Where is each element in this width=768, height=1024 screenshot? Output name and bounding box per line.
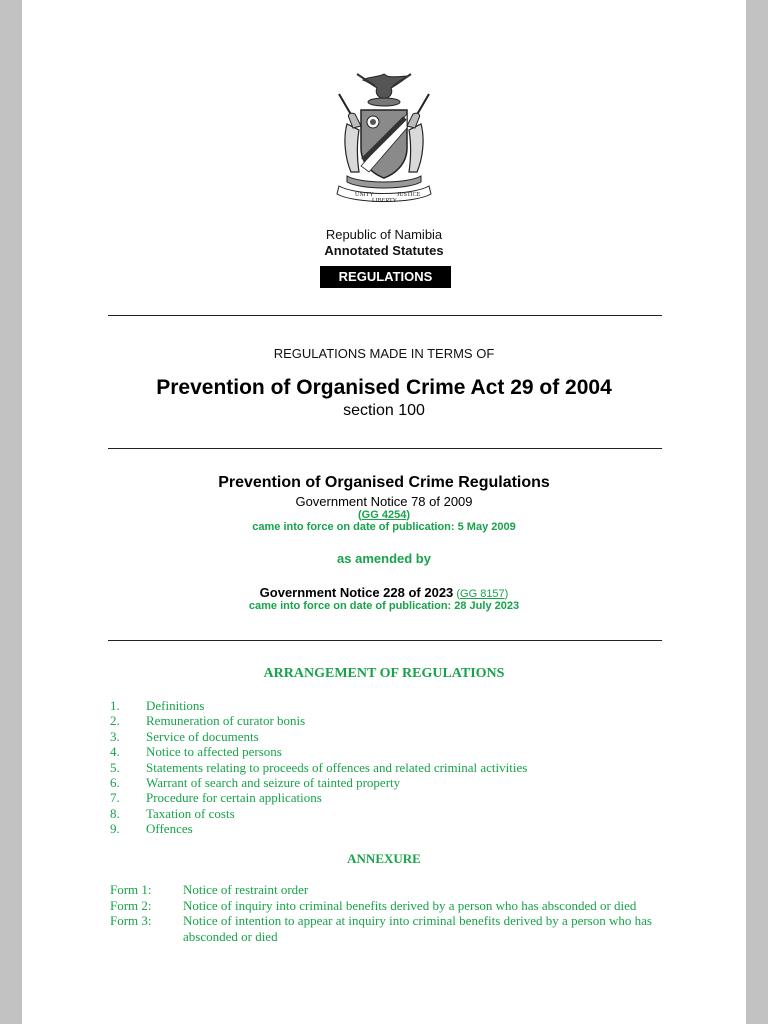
list-item[interactable]: 6. Warrant of search and seizure of tainted property bbox=[110, 774, 401, 790]
made-in-terms-label: REGULATIONS MADE IN TERMS OF bbox=[273, 346, 495, 361]
form-item[interactable]: Form 2: Notice of inquiry into criminal benefits derived by a person who has absconded or died bbox=[110, 897, 637, 913]
amended-by-label: as amended by bbox=[337, 551, 431, 566]
list-item[interactable]: 4. Notice to affected persons bbox=[110, 744, 282, 760]
act-section: section 100 bbox=[343, 402, 425, 419]
divider bbox=[108, 640, 662, 641]
document-page bbox=[22, 0, 746, 1024]
amendment-line: Government Notice 228 of 2023 (GG 8157) bbox=[259, 585, 509, 600]
svg-text:UNITY: UNITY bbox=[355, 192, 374, 198]
government-notice: Government Notice 78 of 2009 bbox=[295, 494, 473, 509]
list-item[interactable]: 2. Remuneration of curator bonis bbox=[110, 713, 306, 729]
arrangement-list bbox=[110, 698, 670, 837]
gazette-reference: (GG 4254) bbox=[358, 509, 410, 521]
divider bbox=[108, 315, 662, 316]
regulations-tag: REGULATIONS bbox=[320, 266, 451, 288]
namibia-coat-of-arms-icon bbox=[317, 68, 451, 208]
amendment-gazette-link[interactable]: GG 8157 bbox=[460, 588, 505, 600]
act-title: Prevention of Organised Crime Act 29 of 2004 bbox=[156, 376, 612, 399]
in-force-date: came into force on date of publication: 5 May 2009 bbox=[252, 521, 516, 533]
annexure-forms-list bbox=[110, 882, 670, 944]
amendment-notice: Government Notice 228 of 2023 bbox=[259, 585, 454, 600]
amendment-in-force-date: came into force on date of publication: 28 July 2023 bbox=[248, 600, 520, 612]
annexure-heading: ANNEXURE bbox=[347, 851, 421, 866]
country-name: Republic of Namibia bbox=[325, 227, 443, 242]
gazette-link[interactable]: GG 4254 bbox=[361, 509, 407, 521]
arrangement-heading: ARRANGEMENT OF REGULATIONS bbox=[263, 666, 505, 681]
list-item[interactable]: 9. Offences bbox=[110, 821, 193, 837]
svg-text:JUSTICE: JUSTICE bbox=[397, 192, 421, 198]
list-item[interactable]: 8. Taxation of costs bbox=[110, 805, 235, 821]
list-item[interactable]: 3. Service of documents bbox=[110, 728, 259, 744]
form-item[interactable]: Form 3: Notice of intention to appear at inquiry into criminal benefits derived by a person who has absconded or died bbox=[110, 913, 652, 944]
list-item[interactable]: 1. Definitions bbox=[110, 698, 205, 713]
series-name: Annotated Statutes bbox=[324, 243, 444, 258]
divider bbox=[108, 448, 662, 449]
form-item[interactable]: Form 1: Notice of restraint order bbox=[110, 882, 309, 897]
svg-text:LIBERTY: LIBERTY bbox=[372, 198, 397, 204]
list-item[interactable]: 5. Statements relating to proceeds of offences and related criminal activities bbox=[110, 759, 528, 775]
regulations-title: Prevention of Organised Crime Regulations bbox=[218, 474, 550, 491]
list-item[interactable]: 7. Procedure for certain applications bbox=[110, 790, 322, 806]
